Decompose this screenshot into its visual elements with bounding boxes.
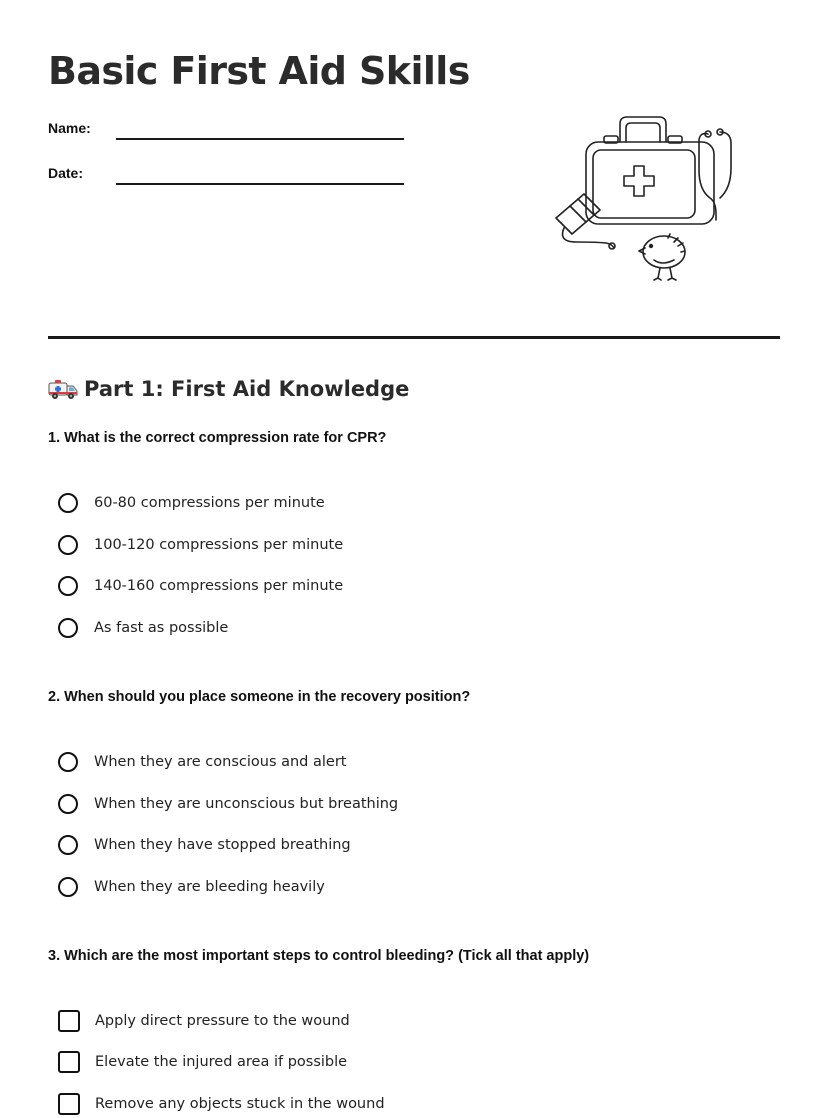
q2-option-1[interactable]: [58, 750, 346, 774]
name-input-line[interactable]: [116, 138, 404, 140]
header-divider: [48, 336, 780, 339]
option-label: When they are unconscious but breathing: [94, 796, 399, 812]
checkbox[interactable]: [58, 1051, 80, 1073]
option-label: Remove any objects stuck in the wound: [95, 1096, 385, 1112]
radio-button[interactable]: [58, 752, 78, 772]
radio-button[interactable]: [58, 493, 78, 513]
option-label: When they are conscious and alert: [94, 754, 347, 770]
q3-option-3[interactable]: [58, 1092, 385, 1116]
date-field-row: [48, 163, 408, 193]
option-label: As fast as possible: [94, 620, 229, 636]
part1-heading: [48, 374, 409, 404]
q1-option-1[interactable]: [58, 491, 325, 515]
radio-button[interactable]: [58, 535, 78, 555]
radio-button[interactable]: [58, 877, 78, 897]
question-1: 1. What is the correct compression rate for CPR?: [48, 430, 387, 446]
option-label: When they have stopped breathing: [94, 837, 351, 853]
option-label: When they are bleeding heavily: [94, 879, 325, 895]
q1-option-2[interactable]: [58, 533, 343, 557]
radio-button[interactable]: [58, 794, 78, 814]
radio-button[interactable]: [58, 576, 78, 596]
question-3: 3. Which are the most important steps to control bleeding? (Tick all that apply): [48, 948, 590, 964]
q1-option-4[interactable]: [58, 616, 228, 640]
q2-option-4[interactable]: [58, 875, 325, 899]
option-label: Apply direct pressure to the wound: [95, 1013, 350, 1029]
q1-option-3[interactable]: [58, 574, 343, 598]
checkbox[interactable]: [58, 1010, 80, 1032]
option-label: Elevate the injured area if possible: [95, 1054, 348, 1070]
name-label: Name:: [48, 120, 91, 136]
q3-option-1[interactable]: [58, 1009, 350, 1033]
checkbox[interactable]: [58, 1093, 80, 1115]
q2-option-3[interactable]: [58, 833, 351, 857]
name-field-row: [48, 118, 408, 148]
radio-button[interactable]: [58, 618, 78, 638]
option-label: 140-160 compressions per minute: [94, 578, 344, 594]
first-aid-kit-illustration: [548, 110, 748, 290]
option-label: 100-120 compressions per minute: [94, 537, 344, 553]
radio-button[interactable]: [58, 835, 78, 855]
part1-title: Part 1: First Aid Knowledge: [84, 377, 410, 401]
worksheet-title: Basic First Aid Skills: [48, 49, 470, 93]
date-label: Date:: [48, 165, 84, 181]
date-input-line[interactable]: [116, 183, 404, 185]
question-2: 2. When should you place someone in the recovery position?: [48, 689, 471, 705]
q2-option-2[interactable]: [58, 792, 398, 816]
q3-option-2[interactable]: [58, 1050, 347, 1074]
option-label: 60-80 compressions per minute: [94, 495, 325, 511]
ambulance-icon: [48, 377, 78, 401]
